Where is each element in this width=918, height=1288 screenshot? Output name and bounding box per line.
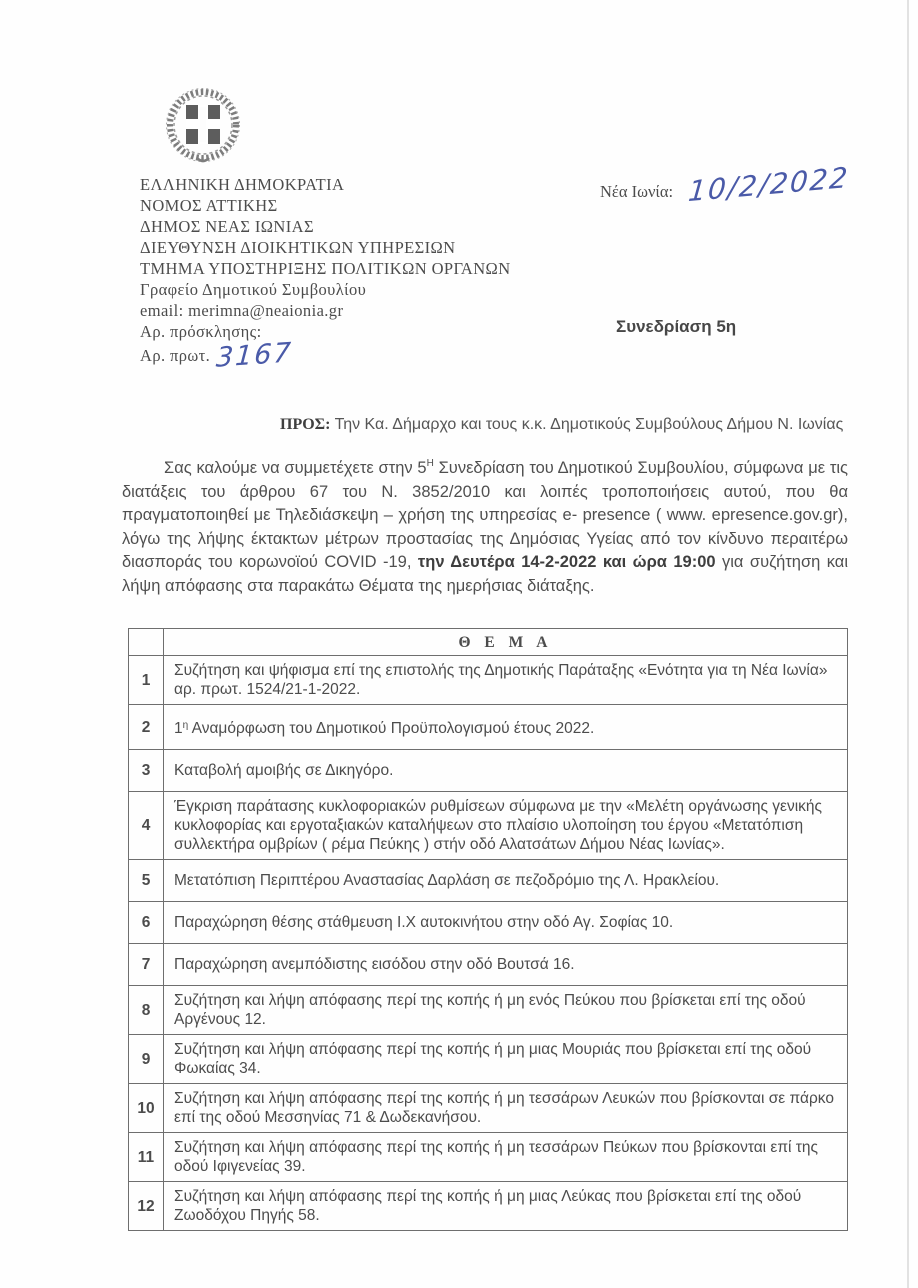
org-line-municipality: ΔΗΜΟΣ ΝΕΑΣ ΙΩΝΙΑΣ [140,217,314,236]
ordinal-superscript: η [182,720,189,731]
agenda-row-number: 10 [129,1084,164,1133]
table-row [129,1133,848,1182]
paragraph-part-b: Συνεδρίαση του Δημοτικού Συμβουλίου, σύμφωνα με τις διατάξεις του άρθρου 67 του Ν. 3852/2010 και λοιπές τροποποιήσεις αυτού, που θα πραγματοποιηθεί με Τηλεδιάσκεψη – χρήση της υπηρεσίας e- presence ( www. epresence.gov.gr), λόγω της λήψης έκτακτων μέτρων προστασίας της Δημόσιας Υγείας από τον κίνδυνο περαιτέρω διασποράς του κορωνοϊού COVID -19, [122,459,848,571]
agenda-row-number: 6 [129,902,164,944]
protocol-number-handwritten: 3167 [215,337,294,374]
agenda-row-text-post: Αναμόρφωση του Δημοτικού Προϋπολογισμού έτους 2022. [188,720,595,737]
org-line-prefecture: ΝΟΜΟΣ ΑΤΤΙΚΗΣ [140,196,278,215]
table-row [129,944,848,986]
agenda-row-number: 7 [129,944,164,986]
session-label: Συνεδρίαση 5η [616,317,737,336]
agenda-row-number: 3 [129,750,164,792]
greek-coat-of-arms-logo [164,86,242,168]
agenda-row-number: 2 [129,705,164,750]
table-row [129,1035,848,1084]
meeting-datetime-bold: την Δευτέρα 14-2-2022 και ώρα 19:00 [417,553,716,571]
agenda-row-text: Συζήτηση και λήψη απόφασης περί της κοπής ή μη ενός Πεύκου που βρίσκεται επί της οδού Αργένους 12. [164,986,848,1035]
table-row [129,860,848,902]
session-ordinal-superscript: Η [426,458,434,469]
agenda-row-number: 12 [129,1182,164,1231]
email-line: email: merimna@neaionia.gr [140,301,344,320]
agenda-header-title: Θ Ε Μ Α [164,629,848,656]
table-row [129,705,848,750]
recipient-line [280,416,843,434]
agenda-row-number: 9 [129,1035,164,1084]
agenda-row-text: Έγκριση παράτασης κυκλοφοριακών ρυθμίσεων σύμφωνα με την «Μελέτη οργάνωσης γενικής κυκλοφορίας και εργοταξιακών καταλήψεων στο πλαίσιο υλοποίηση του έργου «Μετατόπιση συλλεκτήρα ομβρίων ( ρέμα Πεύκης ) στήν οδό Αλατσάτων Δήμου Νέας Ιωνίας». [164,792,848,860]
table-row [129,656,848,705]
invitation-paragraph [122,452,848,598]
agenda-header-row [129,629,848,656]
org-line-directorate: ΔΙΕΥΘΥΝΣΗ ΔΙΟΙΚΗΤΙΚΩΝ ΥΠΗΡΕΣΙΩΝ [140,238,456,257]
office-line: Γραφείο Δημοτικού Συμβουλίου [140,280,367,299]
agenda-row-text-pre: 1 [174,720,183,737]
agenda-row-text [164,705,848,750]
date-handwritten: 10/2/2022 [686,160,851,209]
agenda-row-text: Συζήτηση και ψήφισμα επί της επιστολής της Δημοτικής Παράταξης «Ενότητα για τη Νέα Ιωνία» αρ. πρωτ. 1524/21-1-2022. [164,656,848,705]
to-text: Την Κα. Δήμαρχο και τους κ.κ. Δημοτικούς Συμβούλους Δήμου Ν. Ιωνίας [330,416,844,433]
agenda-row-number: 1 [129,656,164,705]
table-row [129,1084,848,1133]
table-row [129,792,848,860]
protocol-line [140,337,511,374]
agenda-row-text: Συζήτηση και λήψη απόφασης περί της κοπής ή μη μιας Λεύκας που βρίσκεται επί της οδού Ζωοδόχου Πηγής 58. [164,1182,848,1231]
paragraph-part-a: Σας καλούμε να συμμετέχετε στην 5 [164,459,427,477]
agenda-row-number: 4 [129,792,164,860]
agenda-row-number: 8 [129,986,164,1035]
agenda-row-text: Συζήτηση και λήψη απόφασης περί της κοπής ή μη τεσσάρων Πεύκων που βρίσκονται επί της οδού Ιφιγενείας 39. [164,1133,848,1182]
table-row [129,902,848,944]
table-row [129,750,848,792]
agenda-row-text: Παραχώρηση ανεμπόδιστης εισόδου στην οδό Βουτσά 16. [164,944,848,986]
agenda-row-text: Καταβολή αμοιβής σε Δικηγόρο. [164,750,848,792]
city-date-label: Νέα Ιωνία: [600,182,674,201]
agenda-table [128,628,848,1231]
letterhead-block [140,174,511,374]
agenda-header-num-cell [129,629,164,656]
agenda-row-text: Συζήτηση και λήψη απόφασης περί της κοπής ή μη μιας Μουριάς που βρίσκεται επί της οδού Φωκαίας 34. [164,1035,848,1084]
invitation-number-label: Αρ. πρόσκλησης: [140,322,262,341]
protocol-label: Αρ. πρωτ. [140,346,211,365]
paragraph-part-c: για συζήτηση και λήψη απόφασης στα παρακάτω Θέματα της ημερήσιας διάταξης. [122,553,848,595]
agenda-row-text: Μετατόπιση Περιπτέρου Αναστασίας Δαρλάση σε πεζοδρόμιο της Λ. Ηρακλείου. [164,860,848,902]
org-line-republic: ΕΛΛΗΝΙΚΗ ΔΗΜΟΚΡΑΤΙΑ [140,175,345,194]
agenda-row-text: Παραχώρηση θέσης στάθμευση Ι.Χ αυτοκινήτου στην οδό Αγ. Σοφίας 10. [164,902,848,944]
to-label: ΠΡΟΣ: [280,416,331,433]
agenda-row-text: Συζήτηση και λήψη απόφασης περί της κοπής ή μη τεσσάρων Λευκών που βρίσκονται σε πάρκο επί της οδού Μεσσηνίας 71 & Δωδεκανήσου. [164,1084,848,1133]
scan-edge-artifact [907,0,909,1288]
table-row [129,1182,848,1231]
agenda-row-number: 11 [129,1133,164,1182]
agenda-row-number: 5 [129,860,164,902]
table-row [129,986,848,1035]
org-line-department: ΤΜΗΜΑ ΥΠΟΣΤΗΡΙΞΗΣ ΠΟΛΙΤΙΚΩΝ ΟΡΓΑΝΩΝ [140,259,511,278]
